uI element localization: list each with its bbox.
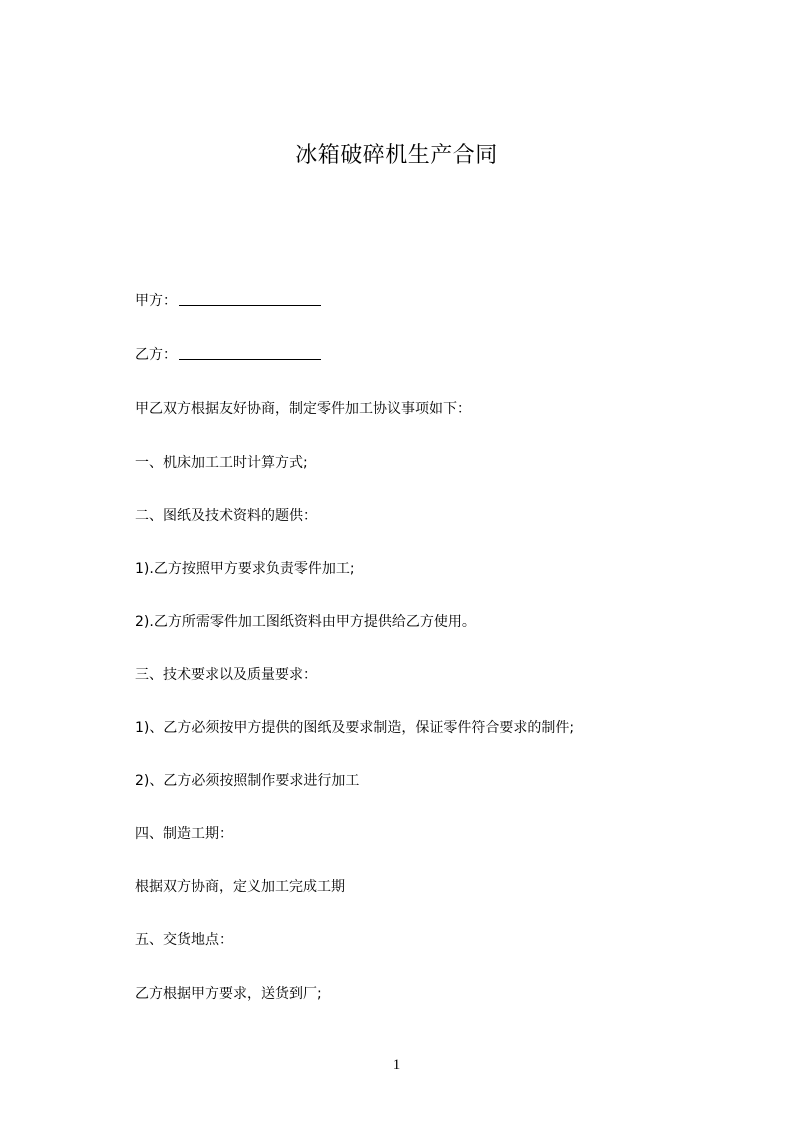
party-a-blank (179, 291, 321, 306)
party-a-label: 甲方： (135, 293, 177, 309)
section-1-heading: 一、机床加工工时计算方式; (135, 455, 308, 471)
document-title: 冰箱破碎机生产合同 (295, 143, 498, 168)
party-b-blank (179, 345, 321, 360)
section-2-item-2: 2).乙方所需零件加工图纸资料由甲方提供给乙方使用。 (135, 614, 476, 630)
page-number: 1 (392, 1057, 401, 1073)
party-b-label: 乙方： (135, 347, 177, 363)
section-3-item-1: 1)、乙方必须按甲方提供的图纸及要求制造，保证零件符合要求的制件; (135, 720, 575, 736)
section-4-heading: 四、制造工期： (135, 826, 233, 842)
section-2-item-1: 1).乙方按照甲方要求负责零件加工; (135, 561, 355, 577)
section-4-text: 根据双方协商，定义加工完成工期 (135, 879, 345, 895)
party-a-line (135, 291, 321, 311)
section-3-item-2: 2)、乙方必须按照制作要求进行加工 (135, 773, 360, 789)
section-2-heading: 二、图纸及技术资料的题供： (135, 508, 317, 524)
party-b-line (135, 345, 321, 365)
intro-paragraph: 甲乙双方根据友好协商，制定零件加工协议事项如下： (135, 401, 471, 417)
section-5-text: 乙方根据甲方要求，送货到厂; (135, 986, 322, 1002)
section-5-heading: 五、交货地点： (135, 932, 233, 948)
section-3-heading: 三、技术要求以及质量要求： (135, 667, 317, 683)
